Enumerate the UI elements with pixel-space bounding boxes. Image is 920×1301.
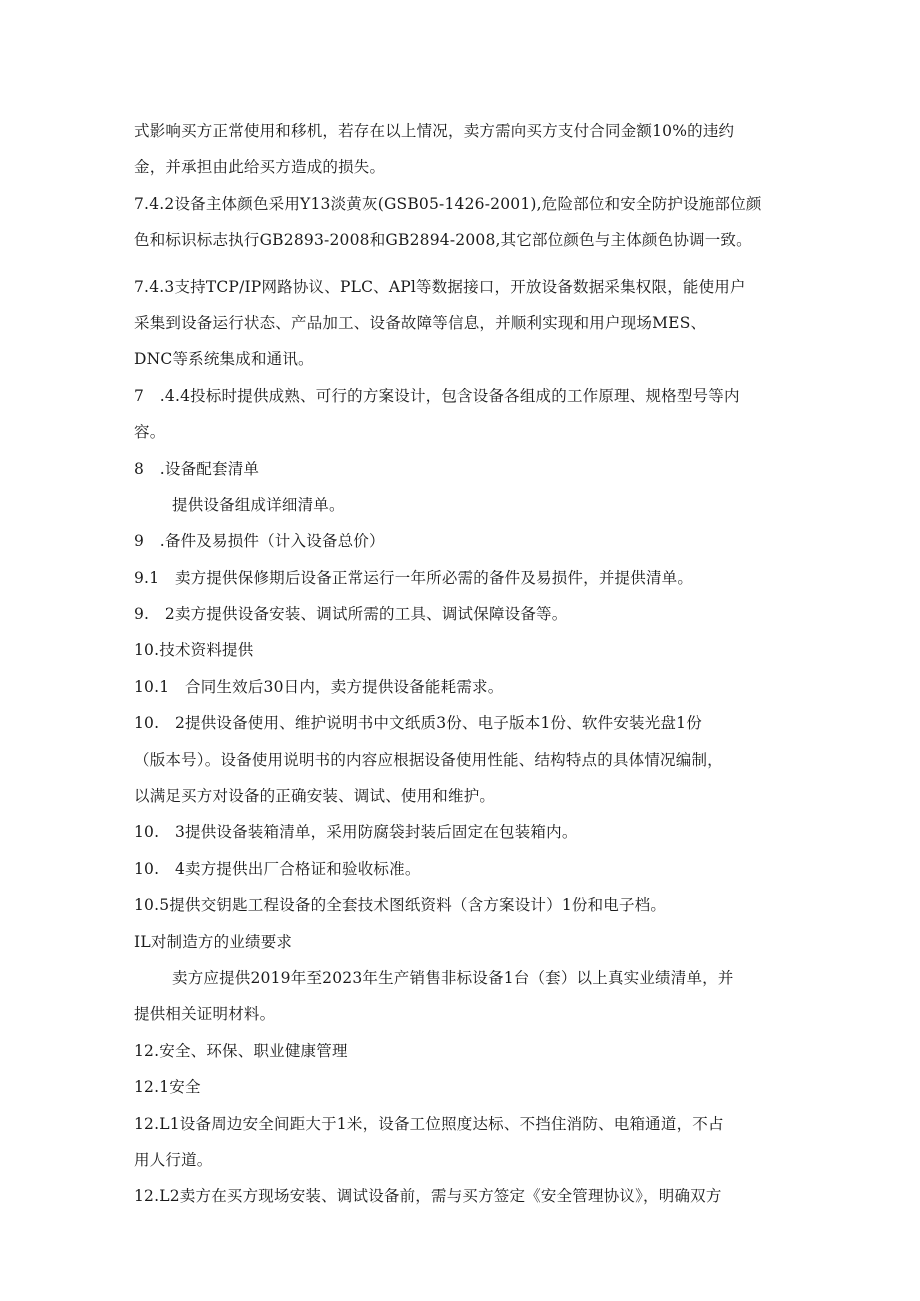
text-line: 提供相关证明材料。 xyxy=(134,1005,276,1024)
text-line: IL对制造方的业绩要求 xyxy=(134,932,293,951)
text-line: 7.4.3支持TCP/IP网路协议、PLC、APl等数据接口，开放设备数据采集权限，能使用户 xyxy=(134,277,746,296)
text-line: 采集到设备运行状态、产品加工、设备故障等信息，并顺利实现和用户现场MES、 xyxy=(134,313,707,332)
text-line: （版本号）。设备使用说明书的内容应根据设备使用性能、结构特点的具体情况编制， xyxy=(134,750,723,769)
text-line: 提供设备组成详细清单。 xyxy=(172,495,345,514)
paragraph-gap xyxy=(134,259,794,269)
document-body xyxy=(134,113,794,1215)
text-line: 7 .4.4投标时提供成熟、可行的方案设计，包含设备各组成的工作原理、规格型号等内 xyxy=(134,386,740,405)
text-line: 色和标识标志执行GB2893-2008和GB2894-2008,其它部位颜色与主体颜色协调一致。 xyxy=(134,231,752,250)
text-line: 12.安全、环保、职业健康管理 xyxy=(134,1041,348,1060)
text-line: 10. 2提供设备使用、维护说明书中文纸质3份、电子版本1份、软件安装光盘1份 xyxy=(134,714,702,733)
text-line: 8 .设备配套清单 xyxy=(134,459,260,478)
text-line: 9.1 卖方提供保修期后设备正常运行一年所必需的备件及易损件，并提供清单。 xyxy=(134,568,694,587)
text-line: 12.L2卖方在买方现场安装、调试设备前，需与买方签定《安全管理协议》，明确双方 xyxy=(134,1187,722,1206)
text-line: DNC等系统集成和通讯。 xyxy=(134,350,314,369)
text-line: 卖方应提供2019年至2023年生产销售非标设备1台（套）以上真实业绩清单，并 xyxy=(172,968,734,987)
text-line: 以满足买方对设备的正确安装、调试、使用和维护。 xyxy=(134,787,496,806)
text-line: 用人行道。 xyxy=(134,1150,213,1169)
text-line: 7.4.2设备主体颜色采用Y13淡黄灰(GSB05-1426-2001),危险部位和安全防护设施部位颜 xyxy=(134,194,762,213)
text-line: 10.1 合同生效后30日内，卖方提供设备能耗需求。 xyxy=(134,677,504,696)
text-line: 9 .备件及易损件（计入设备总价） xyxy=(134,532,385,551)
text-line: 金，并承担由此给买方造成的损失。 xyxy=(134,158,386,177)
text-line: 10. 4卖方提供出厂合格证和验收标准。 xyxy=(134,859,421,878)
text-line: 12.L1设备周边安全间距大于1米，设备工位照度达标、不挡住消防、电箱通道，不占 xyxy=(134,1114,724,1133)
text-line: 容。 xyxy=(134,423,166,442)
text-line: 式影响买方正常使用和移机，若存在以上情况，卖方需向买方支付合同金额10%的违约 xyxy=(134,122,735,140)
text-line: 9. 2卖方提供设备安装、调试所需的工具、调试保障设备等。 xyxy=(134,605,568,624)
text-line: 10.技术资料提供 xyxy=(134,641,254,660)
text-line: 12.1安全 xyxy=(134,1078,201,1097)
text-line: 10. 3提供设备装箱清单，采用防腐袋封装后固定在包装箱内。 xyxy=(134,823,578,842)
text-line: 10.5提供交钥匙工程设备的全套技术图纸资料（含方案设计）1份和电子档。 xyxy=(134,896,667,915)
